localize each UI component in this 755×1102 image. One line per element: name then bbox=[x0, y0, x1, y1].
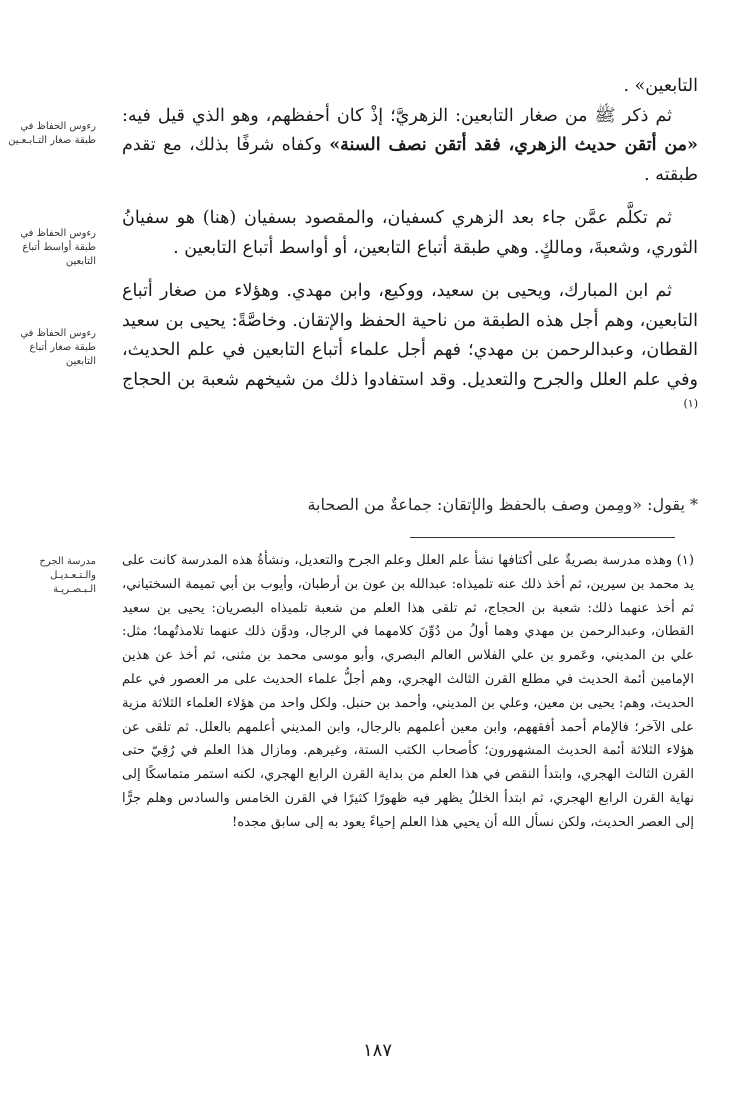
cut-off-line: * يقول: «ومِمن وصف بالحفظ والإتقان: جماعةٌ من الصحابة bbox=[307, 495, 698, 514]
paragraph-zuhri bbox=[122, 102, 698, 191]
margin-note-sufyan: رءوس الحفاظ في طبقة أواسط أتباع التابعين bbox=[20, 228, 96, 267]
footnote bbox=[122, 549, 694, 835]
paragraph-ibn-mubarak bbox=[122, 277, 698, 425]
paragraph-ibn-mubarak-text: ثم ابن المبارك، ويحيى بن سعيد، ووكيع، وابن مهدي. وهؤلاء من صغار أتباع التابعين، وهم أجل هذه الطبقة من ناحية الحفظ والإتقان. وخاصَّةً: يحيى بن سعيد القطان، وعبدالرحمن بن مهدي؛ فهم أجل علماء أتباع التابعين في علم الحديث، وفي علم العلل والجرح والتعديل. وقد استفادوا ذلك من شيخهم شعبة بن الحجاج bbox=[122, 281, 698, 390]
margin-note-basra-school: مدرسة الجرح والـتـعـديـل الـبـصـريـة bbox=[39, 556, 96, 595]
margin-note-ibn-mubarak: رءوس الحفاظ في طبقة صغار أتباع التابعين bbox=[20, 328, 96, 367]
footnote-text: (١) وهذه مدرسة بصريةٌ على أكتافها نشأ علم العلل وعلم الجرح والتعديل، ونشأةُ هذه المدرسة كانت على يد محمد بن سيرين، ثم أخذ ذلك عنه تلميذاه: عبدالله بن عون بن أرطبان، وأيوب بن أبي تميمة السختياني، ثم أخذ عنهما ذلك: شعبة بن الحجاج، ثم تلقى هذا العلم من شعبة تلميذاه البصريان: يحيى بن سعيد القطان، وعبدالرحمن بن مهدي وهما أولُ من دُوِّنَ كلامهما في الرجال، ودوَّن ذلك عنهما تلامذتُهما؛ مثل: علي بن المديني، وعَمرو بن علي الفلاس العالم البصري، وأبو موسى محمد بن مثنى، ثم أخذ عن هذين الإمامين أئمة الحديث في مطلع القرن الثالث الهجري، وهم أجلُّ علماء الحديث على مر العصور في علم الحديث، وهم: يحيى بن معين، وعلي بن المديني، وأحمد بن حنبل. ولكل واحد من هؤلاء العلماء الثلاثة مزية على الآخر؛ فالإمام أحمد أفقههم، وابن معين أعلمهم بالرجال، وابن المديني أعلمهم بالعلل. ثم تلقى عن هؤلاء الثلاثة أئمة الحديث المشهورون؛ كأصحاب الكتب الستة، وغيرهم. ومازال هذا العلم في رُقِيّ حتى القرن الثالث الهجري، وابتدأ النقص في هذا العلم من بداية القرن الرابع الهجري، لكنه استمر متماسكًا إلى نهاية القرن الرابع الهجري، ثم ابتدأ الخللُ يظهر فيه ظهورًا كثيرًا في القرن الخامس والسادس وهلم جرًّا إلى العصر الحديث، ولكن نسأل الله أن يحيي هذا العلم إحياءً يعود به إلى سابق مجده! bbox=[122, 553, 694, 830]
page-number: ١٨٧ bbox=[362, 1040, 392, 1061]
footnote-marker: (١) bbox=[683, 397, 698, 411]
main-text bbox=[122, 72, 698, 425]
paragraph-sufyan: ثم تكلَّم عمَّن جاء بعد الزهري كسفيان، والمقصود بسفيان (هنا) هو سفيانُ الثوري، وشعبةَ، ومالكٍ. وهي طبقة أتباع التابعين، أو أواسط أتباع التابعين . bbox=[122, 208, 698, 258]
paragraph-zuhri-text-a: ثم ذكر ﷺ من صغار التابعين: الزهريَّ؛ إذْ كان أحفظهم، وهو الذي قيل فيه: bbox=[122, 105, 672, 126]
paragraph-zuhri-text-b: وكفاه شرفًا بذلك، مع تقدم طبقته . bbox=[122, 135, 698, 185]
opening-line: التابعين» . bbox=[623, 76, 698, 96]
margin-note-zuhri: رءوس الحفاظ في طبقة صغار التـابـعـين bbox=[8, 121, 96, 146]
footnote-divider bbox=[410, 537, 675, 538]
zuhri-quote: «من أتقن حديث الزهري، فقد أتقن نصف السنة» bbox=[329, 135, 698, 155]
